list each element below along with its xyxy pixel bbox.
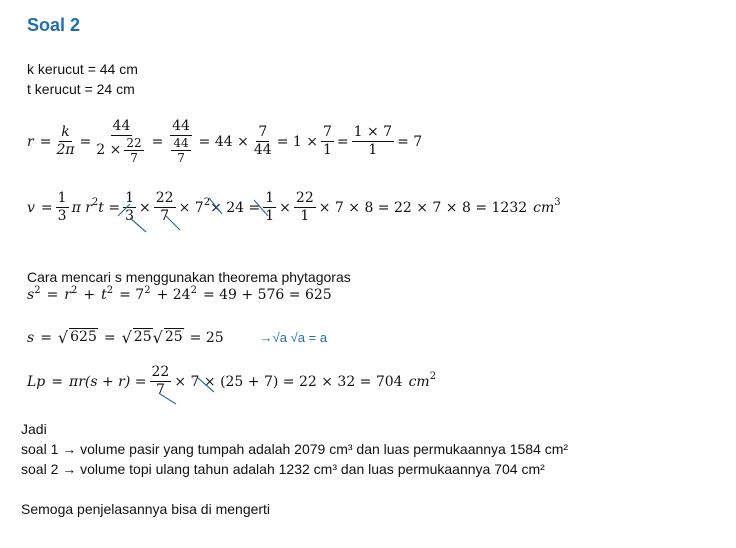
eq-sign: = [39, 133, 52, 150]
numerator: 7 [258, 124, 268, 140]
numerator: 22 [155, 190, 174, 206]
denominator: 7 [160, 208, 170, 224]
expression-part: × 24 = [210, 199, 261, 216]
expression-part: × 7 × (25 + 7) = 22 × 32 = 704 [174, 373, 403, 390]
numerator: 22 [126, 136, 142, 150]
expression-part: + 24 [156, 287, 191, 303]
fraction [94, 118, 148, 165]
var-s: s [27, 329, 35, 346]
square-root: √ 625 [57, 328, 97, 347]
fraction [54, 124, 76, 159]
denominator [166, 136, 195, 165]
expression-part: × 7 [178, 199, 204, 216]
sqrt-rule-note: →√a √a = a [259, 330, 328, 345]
exponent: 2 [106, 284, 114, 296]
fraction [150, 364, 172, 399]
unit: cm [533, 199, 555, 216]
equation-lp [27, 364, 436, 399]
eq-sign: = [79, 133, 92, 150]
fraction [321, 124, 334, 159]
equation-pythagoras [27, 284, 332, 303]
numerator: 44 [173, 136, 189, 150]
radicand: 625 [70, 329, 97, 345]
expression-part: t = [98, 199, 121, 216]
expression-part: = 7 [119, 287, 145, 303]
fraction [352, 124, 394, 159]
square-root: √ 25 [152, 328, 183, 347]
expression-part: πr(s + r) = [69, 373, 147, 390]
eq-sign: = [51, 373, 63, 390]
denominator: 1 [300, 208, 310, 224]
expression-part: π r [71, 199, 92, 216]
exponent: 2 [34, 284, 41, 296]
expression-part: = 1 × [276, 133, 318, 150]
var-v: v [27, 199, 35, 216]
var-lp: Lp [27, 373, 46, 390]
eq-sign: = [103, 329, 116, 346]
radicand: 25 [164, 329, 183, 345]
exponent: 2 [429, 371, 437, 382]
eq-sign: = [40, 329, 52, 346]
denominator: 3 [57, 208, 67, 224]
equation-v [27, 190, 561, 225]
eq-sign: = [336, 133, 349, 150]
closing-note: Semoga penjelasannya bisa di mengerti [21, 501, 271, 517]
conclusion-label: Jadi [21, 421, 47, 437]
square-root: √ 25 [121, 328, 152, 347]
denominator: 1 [265, 208, 275, 224]
denominator: 7 [177, 151, 185, 165]
given-k: k kerucut = 44 cm [27, 61, 138, 77]
eq-sign: = [40, 199, 53, 216]
exponent: 2 [144, 284, 151, 296]
radicand: 25 [133, 329, 152, 345]
denominator: 44 [253, 142, 272, 158]
pythagoras-intro: Cara mencari s menggunakan theorema phytagoras [27, 269, 351, 285]
expression-part: × 7 × 8 = 22 × 7 × 8 = 1232 [318, 199, 528, 216]
numerator: 44 [112, 118, 131, 134]
eq-sign: = [46, 287, 59, 303]
numerator: k [61, 124, 70, 140]
denominator: 7 [130, 151, 138, 165]
exponent: 2 [203, 197, 211, 208]
given-t: t kerucut = 24 cm [27, 81, 135, 97]
fraction [294, 190, 316, 225]
exponent: 3 [554, 197, 561, 208]
expression-part: = 49 + 576 = 625 [202, 287, 332, 303]
plus-sign: + [83, 287, 96, 303]
numerator: 44 [172, 118, 190, 134]
numerator: 1 [125, 190, 135, 206]
numerator: 1 × 7 [353, 124, 393, 140]
times-sign: × [279, 199, 291, 216]
exponent: 2 [71, 284, 78, 296]
exponent: 2 [91, 197, 99, 208]
times-sign: × [139, 199, 151, 216]
fraction [166, 118, 195, 165]
fraction [263, 190, 276, 225]
var-r: r [64, 287, 71, 303]
section-title: Soal 2 [27, 15, 81, 35]
expression-part: = 44 × [198, 133, 249, 150]
denominator [94, 136, 148, 165]
unit: cm [408, 373, 430, 390]
denominator: 1 [322, 142, 332, 158]
exponent: 2 [190, 284, 197, 296]
var-t: t [101, 287, 107, 303]
equation-r [27, 118, 422, 165]
numerator: 1 [57, 190, 67, 206]
denominator-prefix: 2 × [96, 142, 122, 158]
result: = 25 [189, 329, 224, 346]
var-r: r [27, 133, 34, 150]
answer-soal-1: soal 1 → volume pasir yang tumpah adalah 2079 cm³ dan luas permukaannya 1584 cm² [21, 441, 569, 457]
equation-s [27, 328, 327, 347]
numerator: 7 [322, 124, 332, 140]
nested-fraction [171, 136, 190, 165]
numerator: 1 [265, 190, 275, 206]
nested-fraction [124, 136, 143, 165]
fraction [56, 190, 69, 225]
denominator: 1 [368, 142, 378, 158]
denominator: 2π [56, 142, 75, 158]
eq-sign: = [151, 133, 164, 150]
result: = 7 [397, 133, 423, 150]
fraction [123, 190, 136, 225]
var-s: s [27, 287, 35, 303]
fraction [252, 124, 274, 159]
numerator: 22 [295, 190, 314, 206]
numerator: 22 [151, 364, 170, 380]
denominator: 3 [125, 208, 135, 224]
answer-soal-2: soal 2 → volume topi ulang tahun adalah 1232 cm³ dan luas permukaannya 704 cm² [21, 461, 545, 477]
denominator: 7 [155, 382, 165, 398]
fraction [154, 190, 176, 225]
